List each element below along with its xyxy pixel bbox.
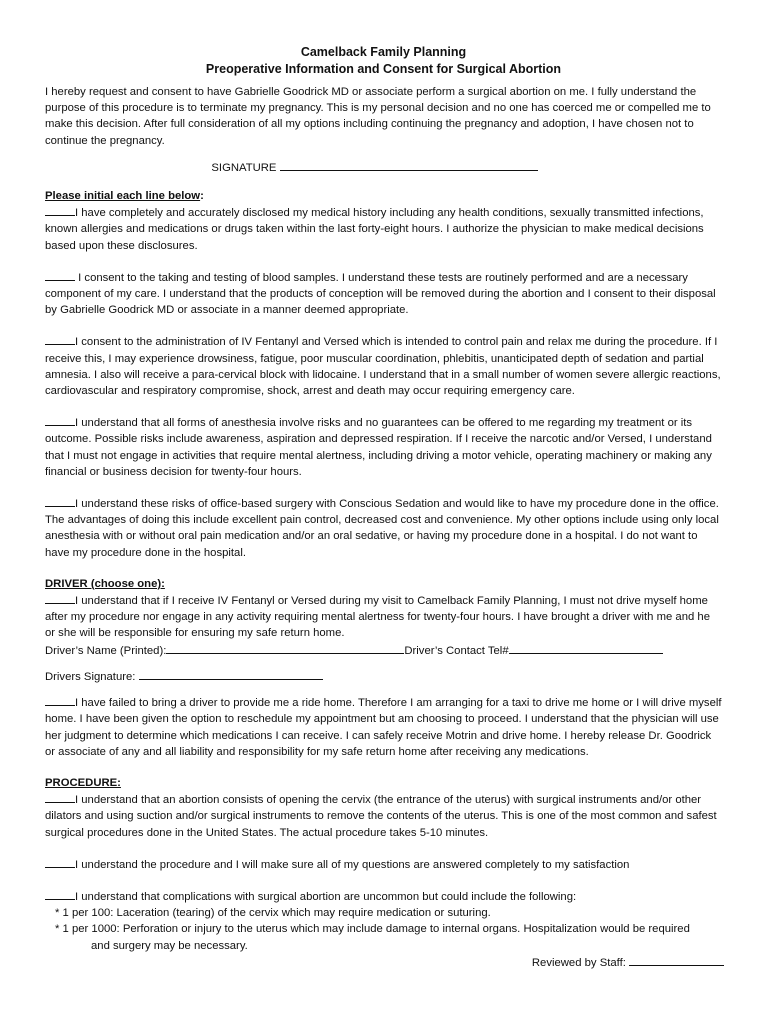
- initial-field[interactable]: [45, 888, 75, 900]
- item-text: I consent to the taking and testing of blood samples. I understand these tests are routinely performed and are a necessary component of my care. I understand that the products of conception will be removed during the abortion and I consent to their disposal by Gabrielle Goodrick MD or associate in a manner deemed appropriate.: [45, 271, 716, 317]
- initial-item-sedation: [45, 333, 722, 399]
- form-title: Preoperative Information and Consent for Surgical Abortion: [205, 62, 562, 76]
- clinic-name: Camelback Family Planning: [300, 45, 467, 59]
- driver-heading: [45, 576, 722, 592]
- driver-name-label: Driver’s Name (Printed):: [45, 644, 167, 657]
- procedure-heading: [45, 775, 722, 791]
- signature-label: SIGNATURE: [211, 161, 277, 174]
- complication-bullet-laceration: * 1 per 100: Laceration (tearing) of the cervix which may require medication or suturing.: [55, 907, 491, 920]
- item-text: I understand that an abortion consists of opening the cervix (the entrance of the uterus) with surgical instruments and/or other dilators and using suction and/or surgical instruments to remove the contents of the uterus. This is one of the most common and safest surgical procedures done in the United States. The actual procedure takes 5-10 minutes.: [45, 794, 717, 839]
- reviewed-by-staff-field[interactable]: [629, 954, 724, 966]
- item-text: I have completely and accurately disclosed my medical history including any health conditions, sexually transmitted infections, known allergies and medications or drugs taken within the last forty-eight hours. I authorize the physician to make medical decisions based upon these disclosures.: [45, 207, 704, 252]
- item-text: I have failed to bring a driver to provide me a ride home. Therefore I am arranging for a taxi to drive me home or I will drive myself home. I have been given the option to reschedule my appointment but am choosing to proceed. I understand that the physician will use her judgment to determine which medications I can receive. I can safely receive Motrin and drive home. I hereby release Dr. Goodrick or associate of any and all liability and responsibility for my safe return home after receiving any medications.: [45, 697, 722, 758]
- procedure-item-complications: [45, 888, 722, 905]
- driver-signature-label: Drivers Signature:: [45, 670, 139, 683]
- driver-option-with-driver: [45, 592, 722, 642]
- procedure-heading-text: PROCEDURE:: [45, 776, 121, 789]
- driver-tel-label: Driver’s Contact Tel#: [404, 644, 509, 657]
- driver-option-no-driver: [45, 694, 722, 760]
- driver-name-line: [45, 642, 722, 659]
- initial-item-anesthesia-risks: [45, 414, 722, 480]
- reviewed-by-staff-label: Reviewed by Staff:: [531, 956, 629, 969]
- initial-item-blood-samples: [45, 269, 722, 319]
- initial-field[interactable]: [45, 333, 75, 345]
- initial-item-medical-history: [45, 204, 722, 254]
- item-text: I understand that complications with surgical abortion are uncommon but could include the following:: [75, 890, 577, 903]
- patient-signature-field[interactable]: [280, 159, 538, 171]
- initial-field[interactable]: [45, 269, 75, 281]
- initials-heading: [45, 188, 722, 204]
- item-text: I consent to the administration of IV Fentanyl and Versed which is intended to control pain and relax me during the procedure. If I receive this, I may experience drowsiness, fatigue, poor muscular coordination, phlebitis, unanticipated depth of sedation and partial amnesia. I also will receive a para-cervical block with lidocaine. I understand that in a small number of women severe allergic reactions, cardiovascular and respiratory compromise, shock, arrest and death may occur requiring emergency care.: [45, 336, 721, 398]
- item-text: I understand that all forms of anesthesia involve risks and no guarantees can be offered to me regarding my treatment or its outcome. Possible risks include awareness, aspiration and depressed respiration. If I receive the narcotic and/or Versed, I understand that I must not engage in activities that require mental alertness, including driving a motor vehicle, operating machinery or making any financial or business decision for twenty-four hours.: [45, 417, 712, 478]
- initial-field[interactable]: [45, 495, 75, 507]
- initial-field[interactable]: [45, 204, 75, 216]
- driver-signature-field[interactable]: [139, 668, 323, 680]
- item-text: I understand these risks of office-based surgery with Conscious Sedation and would like to have my procedure done in the office. The advantages of doing this include excellent pain control, decreased cost and convenience. My other options include using only local anesthesia with or without oral pain medication and/or an oral sedative, or having my procedure done in a hospital. I do not want to have my procedure done in the hospital.: [45, 498, 719, 559]
- driver-tel-field[interactable]: [509, 642, 663, 654]
- initials-heading-colon: :: [200, 190, 204, 203]
- driver-name-field[interactable]: [166, 642, 404, 654]
- patient-signature-line: [27, 159, 722, 176]
- reviewed-by-staff-line: [45, 954, 724, 971]
- procedure-item-questions: [45, 856, 722, 873]
- initial-field[interactable]: [45, 856, 75, 868]
- initial-field[interactable]: [45, 791, 75, 803]
- item-text: I understand the procedure and I will make sure all of my questions are answered completely to my satisfaction: [75, 858, 630, 871]
- driver-signature-line: [45, 668, 722, 685]
- initial-field[interactable]: [45, 414, 75, 426]
- initials-heading-text: Please initial each line below: [45, 190, 201, 203]
- item-text: I understand that if I receive IV Fentanyl or Versed during my visit to Camelback Family Planning, I must not drive myself home after my procedure nor engage in any activity requiring mental alertness for twenty-four hours. I have brought a driver with me and he or she will be responsible for ensuring my safe return home.: [45, 595, 710, 640]
- initial-item-office-surgery: [45, 495, 722, 561]
- complication-bullet-perforation-cont: and surgery may be necessary.: [91, 939, 248, 952]
- complication-bullet-perforation: * 1 per 1000: Perforation or injury to the uterus which may include damage to internal organs. Hospitalization would be required: [55, 923, 690, 936]
- procedure-item-description: [45, 791, 722, 841]
- initial-field[interactable]: [45, 694, 75, 706]
- intro-paragraph: I hereby request and consent to have Gabrielle Goodrick MD or associate perform a surgical abortion on me. I fully understand the purpose of this procedure is to terminate my pregnancy. This is my personal decision and no one has coerced me or compelled me to make this decision. After full consideration of all my options including continuing the pregnancy and adoption, I have chosen not to continue the pregnancy.: [45, 86, 711, 147]
- form-header: [45, 44, 722, 78]
- initial-field[interactable]: [45, 592, 75, 604]
- driver-heading-text: DRIVER (choose one):: [45, 577, 165, 590]
